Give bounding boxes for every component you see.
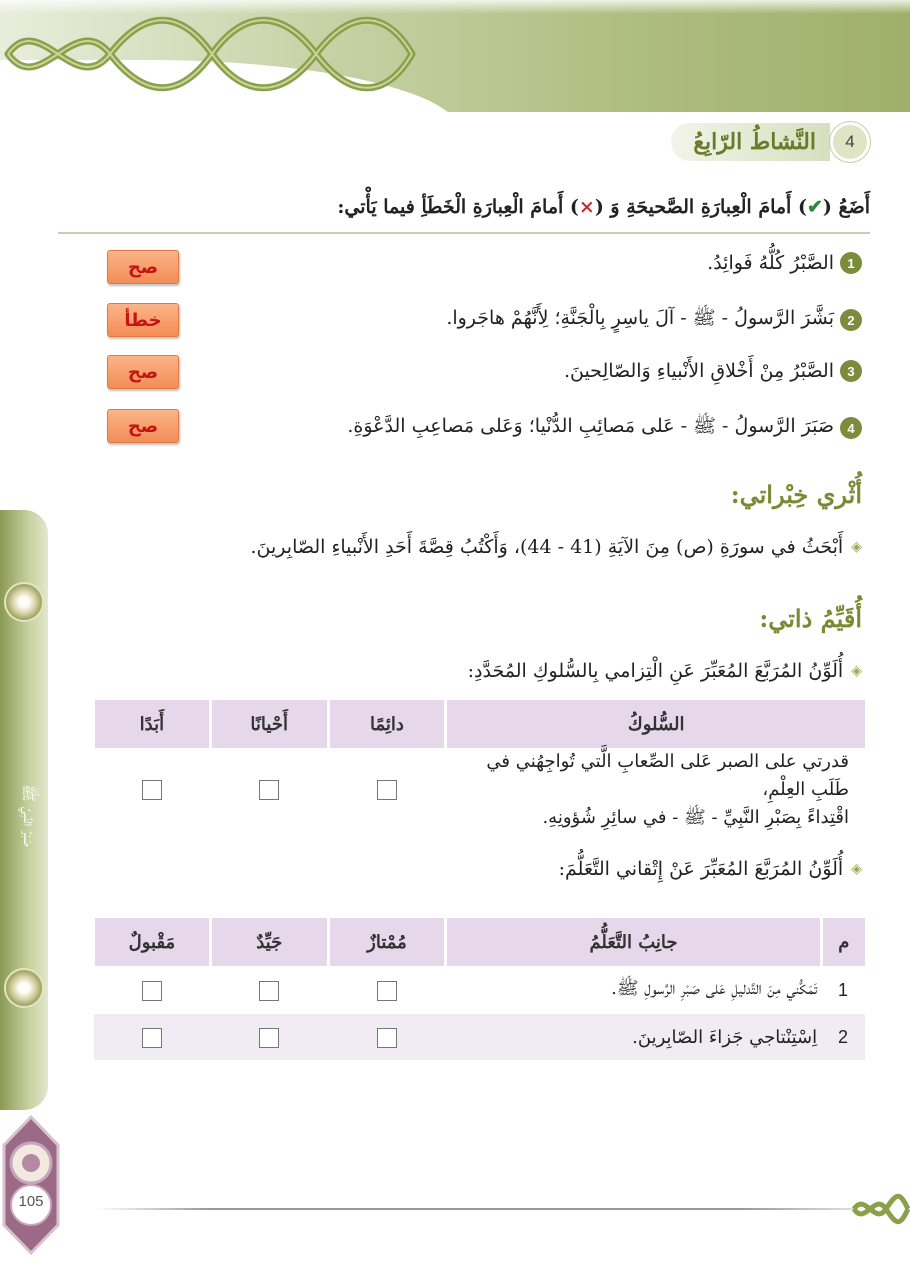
diamond-bullet-icon: ◈ (851, 861, 862, 877)
statement-text: بَشَّرَ الرَّسولُ - ﷺ - آلَ ياسِرٍ بِالْجَنَّةِ؛ لِأَنَّهُمْ هاجَروا. (446, 307, 834, 329)
statement-number: 4 (840, 417, 862, 439)
header-never: أَبَدًا (94, 700, 211, 748)
row-index: 1 (838, 979, 849, 1000)
table-header-row (94, 700, 866, 748)
header-sometimes: أَحْيانًا (210, 700, 328, 748)
activity-number-badge: 4 (830, 122, 870, 162)
diamond-bullet-icon: ◈ (851, 663, 862, 679)
header-acceptable: مَقْبولٌ (94, 918, 211, 966)
bottom-divider (95, 1208, 855, 1210)
checkbox-excellent[interactable] (377, 1028, 397, 1048)
instruction-part2: ) أَمامَ الْعِبارَةِ الصَّحيحَةِ وَ ( (594, 196, 807, 218)
behavior-table (92, 700, 865, 832)
checkbox-excellent[interactable] (377, 981, 397, 1001)
band-shine (0, 0, 910, 14)
activity-header (671, 122, 870, 162)
side-medal-icon (4, 968, 44, 1008)
statement-2 (446, 306, 862, 334)
checkbox-always[interactable] (377, 780, 397, 800)
header-learning-aspect: جانِبُ التَّعَلُّمُ (446, 918, 821, 966)
statement-number: 1 (840, 252, 862, 274)
instruction-part3: ) أَمامَ الْعِبارَةِ الْخَطَأِ فيما يَأْتي: (337, 196, 579, 218)
checkbox-acceptable[interactable] (142, 1028, 162, 1048)
checkbox-never[interactable] (142, 780, 162, 800)
knot-ornament-icon (0, 14, 420, 94)
header-always: دائِمًا (328, 700, 446, 748)
row-index: 2 (821, 1014, 865, 1060)
statement-number: 2 (840, 309, 862, 331)
self-eval-title: أُقَيِّمُ ذاتي: (759, 604, 862, 633)
table-row (94, 966, 866, 1014)
enrich-text: أَبْحَثُ في سورَةِ (ص) مِنَ الآيَةِ (41 - 44)، وَأَكْتُبُ قِصَّةَ أَحَدِ الأَنْبياءِ الصّابِرينَ. (250, 536, 844, 558)
statement-text: الصَّبْرُ كُلُّهُ فَوائِدُ. (707, 252, 834, 274)
answer-box-2[interactable]: خطأ (107, 303, 179, 337)
table-header-row (94, 918, 866, 966)
statement-text: الصَّبْرُ مِنْ أَخْلاقِ الأَنْبياءِ وَالصّالِحينَ. (563, 360, 834, 382)
page-badge-icon (0, 1115, 62, 1255)
answer-box-3[interactable]: صح (107, 355, 179, 389)
row-aspect: تَمَكُّني مِنَ التَّدليلِ عَلى صَبْرِ الرَّسولِ ﷺ. (611, 978, 818, 999)
header-excellent: مُمْتازٌ (328, 918, 446, 966)
bottom-knot-icon (850, 1192, 910, 1226)
instruction-part1: أَضَعُ ( (822, 196, 870, 218)
self-eval-bullet-2 (559, 858, 862, 880)
statement-4 (347, 414, 862, 442)
checkbox-good[interactable] (259, 981, 279, 1001)
checkbox-acceptable[interactable] (142, 981, 162, 1001)
header-good: جَيِّدٌ (210, 918, 328, 966)
self-eval-instruction-1: أُلَوِّنُ المُرَبَّعَ المُعَبِّرَ عَنِ الْتِزامي بِالسُّلوكِ المُحَدَّدِ: (467, 660, 844, 682)
header-index: م (821, 918, 865, 966)
checkbox-good[interactable] (259, 1028, 279, 1048)
statement-3 (564, 360, 862, 382)
checkbox-sometimes[interactable] (259, 780, 279, 800)
statement-number: 3 (840, 360, 862, 382)
side-chapter-title: صَبْرُ النَّبِيِّ ﷺ (20, 783, 38, 847)
check-mark-icon: ✔ (806, 196, 823, 218)
behavior-line-2: اقْتِداءً بِصَبْرِ النَّبِيِّ - ﷺ - في سائِرِ شُؤونِهِ. (542, 806, 849, 828)
activity-instruction (58, 196, 870, 234)
row-aspect: اِسْتِنْتاجي جَزاءَ الصّابِرينَ. (446, 1014, 821, 1060)
table-row (94, 748, 866, 832)
self-eval-bullet-1 (468, 660, 862, 682)
header-behavior: السُّلوكُ (446, 700, 865, 748)
answer-box-1[interactable]: صح (107, 250, 179, 284)
diamond-bullet-icon: ◈ (851, 539, 862, 555)
self-eval-instruction-2: أُلَوِّنُ المُرَبَّعَ المُعَبِّرَ عَنْ إِتْقاني التَّعَلُّمَ: (558, 858, 844, 880)
answer-box-4[interactable]: صح (107, 409, 179, 443)
behavior-line-1: قدرتي على الصبر عَلى الصِّعابِ الَّتي تُواجِهُني في طَلَبِ العِلْمِ، (486, 751, 849, 800)
enrich-title: أُثْري خِبْراتي: (730, 480, 862, 509)
cross-mark-icon: × (578, 196, 595, 218)
statement-text: صَبَرَ الرَّسولُ - ﷺ - عَلى مَصائِبِ الدُّنْيا؛ وَعَلى مَصاعِبِ الدَّعْوَةِ. (347, 415, 834, 437)
page-number: 105 (18, 1193, 44, 1210)
activity-title: النَّشاطُ الرّابِعُ (671, 123, 830, 161)
statement-1 (707, 252, 862, 274)
side-medal-icon (4, 582, 44, 622)
enrich-bullet (251, 536, 862, 558)
table-row (94, 1014, 866, 1060)
learning-table (92, 918, 865, 1060)
behavior-description (446, 748, 865, 832)
